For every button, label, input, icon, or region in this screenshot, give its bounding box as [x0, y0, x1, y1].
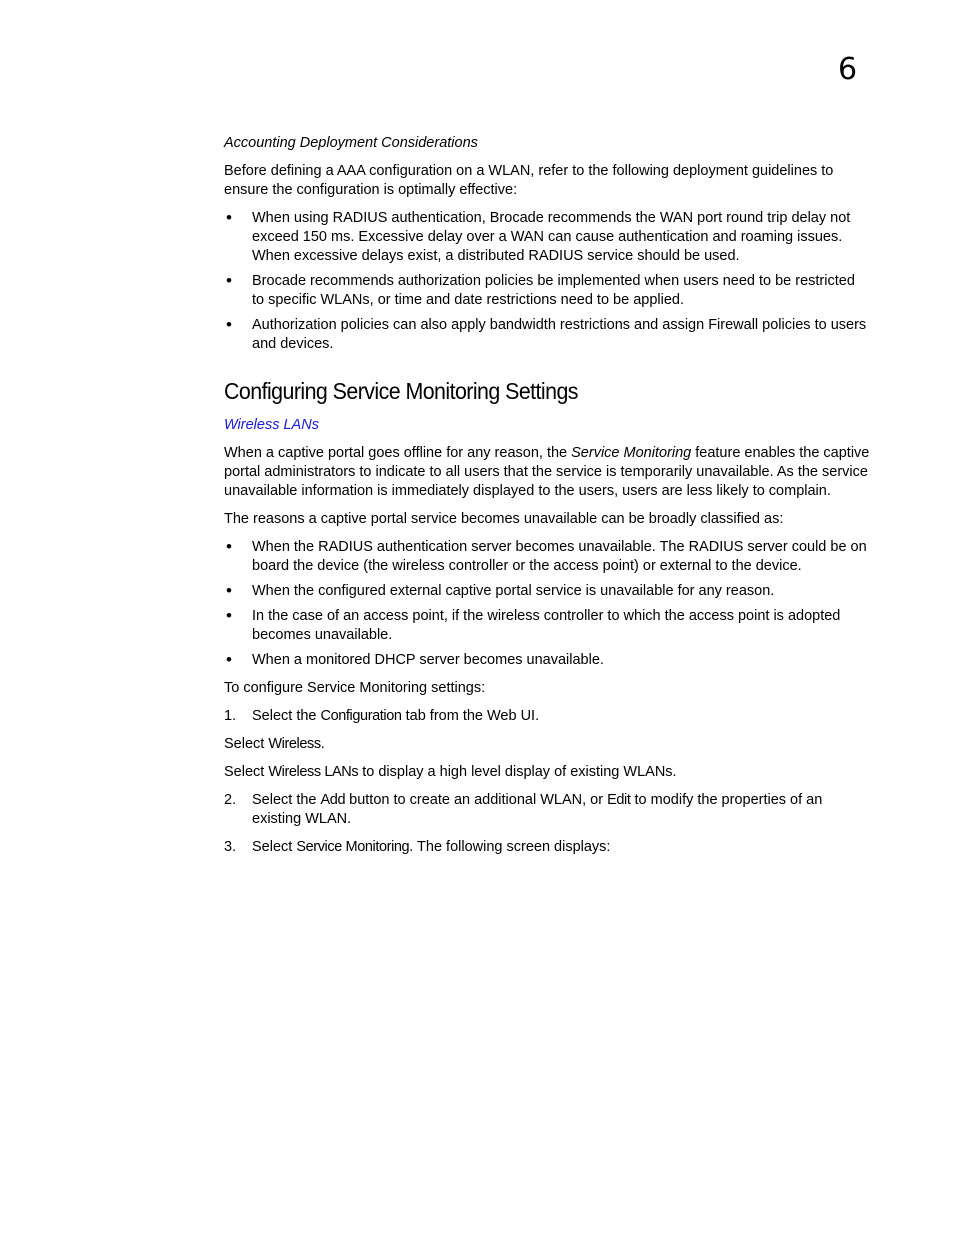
text-run: tab from the Web UI.: [401, 708, 540, 724]
emphasis-service-monitoring: Service Monitoring: [571, 445, 692, 461]
step-1: [224, 707, 870, 726]
accounting-heading: Accounting Deployment Considerations: [224, 135, 478, 151]
text-run: button to create an additional WLAN, or: [345, 792, 608, 808]
list-item: • When the configured external captive portal service is unavailable for any reason.: [224, 582, 870, 601]
ui-term-service-monitoring: Service Monitoring: [296, 839, 410, 855]
configure-intro: To configure Service Monitoring settings:: [224, 680, 486, 696]
step-2: [224, 791, 870, 829]
ui-term-wireless-lans: Wireless LANs: [268, 764, 359, 780]
step-number: 3.: [224, 839, 237, 855]
procedure-steps: [224, 707, 870, 857]
text-run: feature enables the captive portal administrators to indicate to all users that the service is temporarily unavailable. As the service unavailable information is immediately displayed to the users, users are less likely to complain.: [224, 445, 870, 499]
text-run: to display a high level display of existing WLANs.: [358, 764, 677, 780]
select-wireless-lans: [224, 763, 870, 782]
chapter-number: 6: [838, 52, 858, 87]
accounting-bullet-list: [224, 209, 870, 354]
text-run: to modify the properties of an existing WLAN.: [252, 792, 823, 827]
ui-term-wireless: Wireless.: [268, 736, 325, 752]
page-content: [224, 134, 870, 866]
service-monitoring-intro: [224, 444, 870, 501]
select-wireless: [224, 735, 870, 754]
step-number: 2.: [224, 792, 237, 808]
ui-term-configuration: Configuration: [320, 708, 402, 724]
text-run: . The following screen displays:: [409, 839, 611, 855]
text-run: Select the: [252, 792, 321, 808]
section-title: Configuring Service Monitoring Settings: [224, 378, 578, 404]
reasons-bullet-list: [224, 538, 870, 670]
list-item: • When a monitored DHCP server becomes unavailable.: [224, 651, 870, 670]
wireless-lans-link[interactable]: Wireless LANs: [224, 417, 319, 433]
list-item: • In the case of an access point, if the wireless controller to which the access point is adopted becomes unavailable.: [224, 607, 870, 645]
reasons-intro: The reasons a captive portal service becomes unavailable can be broadly classified as:: [224, 511, 784, 527]
list-item: • When using RADIUS authentication, Brocade recommends the WAN port round trip delay not exceed 150 ms. Excessive delay over a WAN can cause authentication and roaming issues. When excessive delays exist, a distributed RADIUS service should be used.: [224, 209, 870, 266]
text-run: Select: [252, 839, 297, 855]
list-item: • When the RADIUS authentication server becomes unavailable. The RADIUS server could be on board the device (the wireless controller or the access point) or external to the device.: [224, 538, 870, 576]
ui-term-edit: Edit: [607, 792, 631, 808]
accounting-intro: Before defining a AAA configuration on a WLAN, refer to the following deployment guidelines to ensure the configuration is optimally effective:: [224, 163, 834, 198]
text-run: When a captive portal goes offline for any reason, the: [224, 445, 572, 461]
step-3: [224, 838, 870, 857]
list-item: • Brocade recommends authorization policies be implemented when users need to be restricted to specific WLANs, or time and date restrictions need to be applied.: [224, 272, 870, 310]
text-run: Select the: [252, 708, 321, 724]
text-run: Select: [224, 764, 269, 780]
list-item: • Authorization policies can also apply bandwidth restrictions and assign Firewall policies to users and devices.: [224, 316, 870, 354]
step-number: 1.: [224, 708, 237, 724]
ui-term-add: Add: [320, 792, 346, 808]
text-run: Select: [224, 736, 269, 752]
